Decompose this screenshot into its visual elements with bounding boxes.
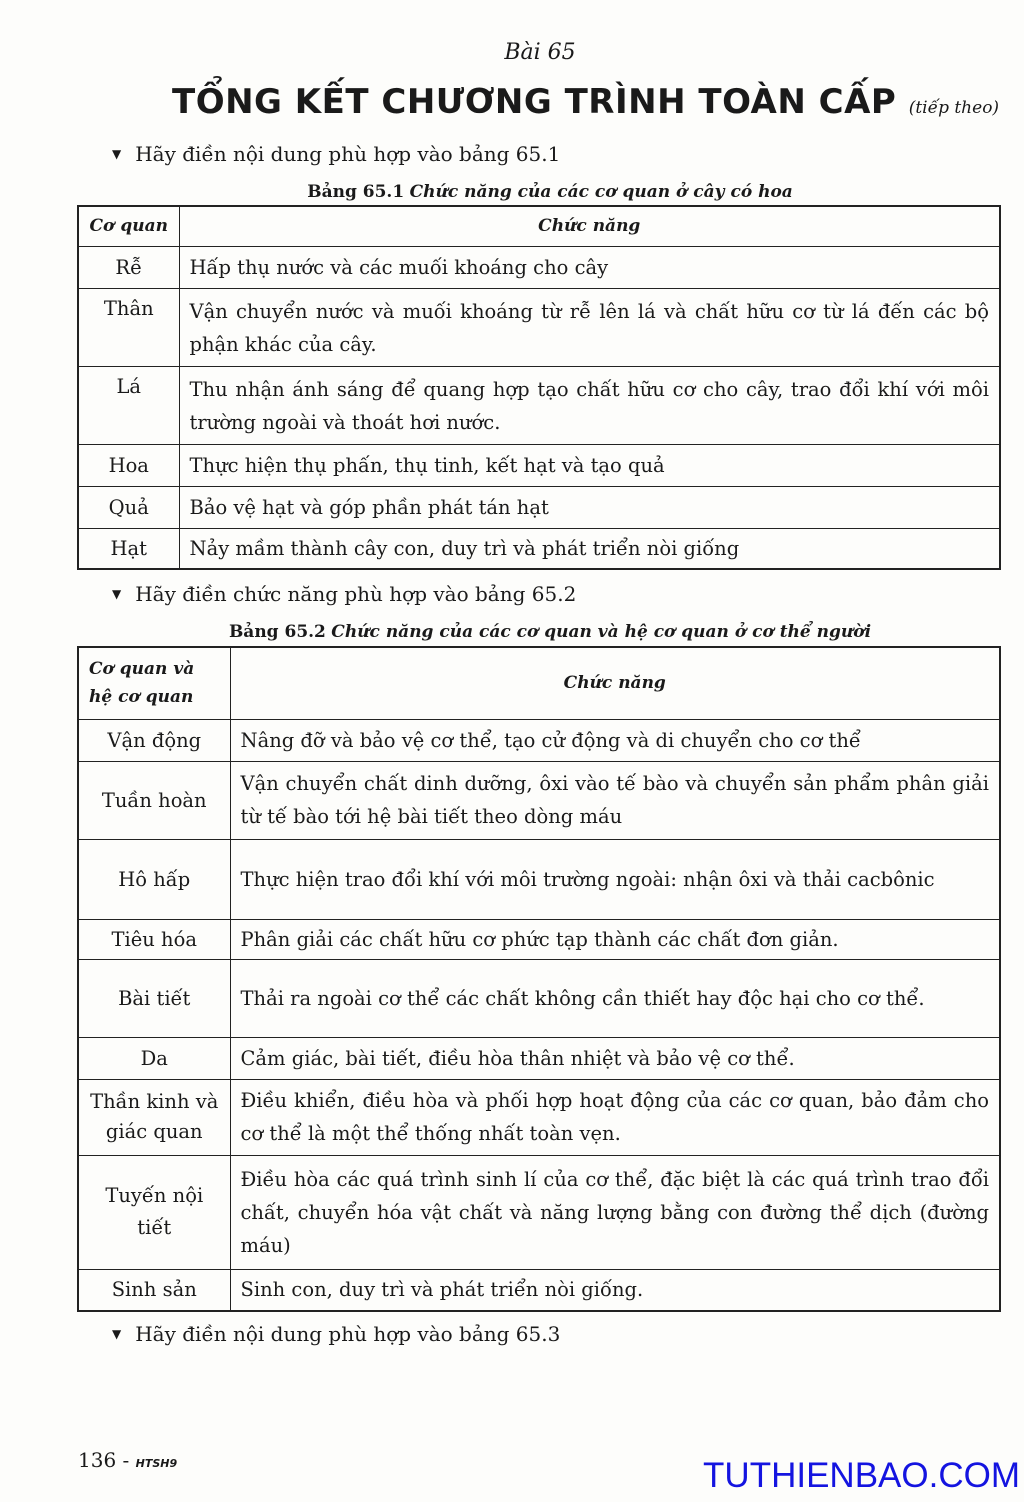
instruction-2 bbox=[112, 582, 576, 606]
instruction-3 bbox=[112, 1322, 560, 1346]
organ-cell: Hô hấp bbox=[78, 839, 230, 919]
instruction-1-text: Hãy điền nội dung phù hợp vào bảng 65.1 bbox=[135, 142, 561, 166]
table-row bbox=[78, 919, 1000, 959]
organ-cell: Hoa bbox=[78, 445, 179, 487]
column-header-organ: Cơ quan và hệ cơ quan bbox=[78, 647, 230, 719]
function-cell: Cảm giác, bài tiết, điều hòa thân nhiệt và bảo vệ cơ thể. bbox=[230, 1037, 1000, 1079]
watermark-link[interactable]: TUTHIENBAO.COM bbox=[703, 1456, 1020, 1495]
organ-cell: Quả bbox=[78, 487, 179, 529]
table-row bbox=[78, 1155, 1000, 1269]
table-row bbox=[78, 1269, 1000, 1311]
function-cell: Sinh con, duy trì và phát triển nòi giống. bbox=[230, 1269, 1000, 1311]
table2-caption-text: Chức năng của các cơ quan và hệ cơ quan ở cơ thể người bbox=[331, 622, 872, 642]
instruction-1 bbox=[112, 142, 560, 166]
table-row bbox=[78, 367, 1000, 445]
table-header-row bbox=[78, 206, 1000, 247]
page-number: 136 bbox=[78, 1448, 117, 1472]
column-header-organ: Cơ quan bbox=[78, 206, 179, 247]
organ-cell: Lá bbox=[78, 367, 179, 445]
triangle-down-icon: ▼ bbox=[112, 147, 122, 161]
organ-cell: Sinh sản bbox=[78, 1269, 230, 1311]
table-header-row bbox=[78, 647, 1000, 719]
table-row bbox=[78, 1037, 1000, 1079]
organ-cell: Tiêu hóa bbox=[78, 919, 230, 959]
table-row bbox=[78, 289, 1000, 367]
title-main: TỔNG KẾT CHƯƠNG TRÌNH TOÀN CẤP bbox=[172, 82, 897, 122]
table-65-2 bbox=[77, 646, 1001, 1312]
function-cell: Điều khiển, điều hòa và phối hợp hoạt động của các cơ quan, bảo đảm cho cơ thể là một thể thống nhất toàn vẹn. bbox=[230, 1079, 1000, 1155]
table-row bbox=[78, 247, 1000, 289]
function-cell: Vận chuyển nước và muối khoáng từ rễ lên lá và chất hữu cơ từ lá đến các bộ phận khác của cây. bbox=[179, 289, 1000, 367]
function-cell: Bảo vệ hạt và góp phần phát tán hạt bbox=[179, 487, 1000, 529]
function-cell: Điều hòa các quá trình sinh lí của cơ thể, đặc biệt là các quá trình trao đổi chất, chuyển hóa vật chất và năng lượng bằng con đường thể dịch (đường máu) bbox=[230, 1155, 1000, 1269]
lesson-label: Bài 65 bbox=[504, 40, 576, 65]
organ-cell: Thân bbox=[78, 289, 179, 367]
page-title bbox=[172, 82, 1000, 122]
table-row bbox=[78, 529, 1000, 570]
table-row bbox=[78, 1079, 1000, 1155]
table2-caption bbox=[0, 622, 1024, 642]
organ-cell: Tuần hoàn bbox=[78, 761, 230, 839]
column-header-function: Chức năng bbox=[179, 206, 1000, 247]
organ-cell: Thần kinh và giác quan bbox=[78, 1079, 230, 1155]
function-cell: Thu nhận ánh sáng để quang hợp tạo chất hữu cơ cho cây, trao đổi khí với môi trường ngoài và thoát hơi nước. bbox=[179, 367, 1000, 445]
page-footer bbox=[78, 1448, 177, 1472]
organ-cell: Vận động bbox=[78, 719, 230, 761]
table-row bbox=[78, 761, 1000, 839]
function-cell: Nảy mầm thành cây con, duy trì và phát triển nòi giống bbox=[179, 529, 1000, 570]
organ-cell: Da bbox=[78, 1037, 230, 1079]
table-65-1 bbox=[77, 205, 1001, 570]
instruction-3-text: Hãy điền nội dung phù hợp vào bảng 65.3 bbox=[135, 1322, 561, 1346]
triangle-down-icon: ▼ bbox=[112, 587, 122, 601]
instruction-2-text: Hãy điền chức năng phù hợp vào bảng 65.2 bbox=[135, 582, 577, 606]
table-row bbox=[78, 487, 1000, 529]
column-header-function: Chức năng bbox=[230, 647, 1000, 719]
table2-caption-label: Bảng 65.2 bbox=[228, 622, 326, 642]
title-subtitle: (tiếp theo) bbox=[908, 98, 1000, 118]
triangle-down-icon: ▼ bbox=[112, 1327, 122, 1341]
organ-cell: Rễ bbox=[78, 247, 179, 289]
function-cell: Hấp thụ nước và các muối khoáng cho cây bbox=[179, 247, 1000, 289]
organ-cell: Hạt bbox=[78, 529, 179, 570]
function-cell: Thực hiện trao đổi khí với môi trường ngoài: nhận ôxi và thải cacbônic bbox=[230, 839, 1000, 919]
table1-caption-text: Chức năng của các cơ quan ở cây có hoa bbox=[409, 182, 793, 202]
footer-separator: - bbox=[122, 1448, 130, 1472]
function-cell: Thải ra ngoài cơ thể các chất không cần thiết hay độc hại cho cơ thể. bbox=[230, 959, 1000, 1037]
function-cell: Nâng đỡ và bảo vệ cơ thể, tạo cử động và di chuyển cho cơ thể bbox=[230, 719, 1000, 761]
table-row bbox=[78, 445, 1000, 487]
table-row bbox=[78, 719, 1000, 761]
organ-cell: Bài tiết bbox=[78, 959, 230, 1037]
organ-cell: Tuyến nội tiết bbox=[78, 1155, 230, 1269]
function-cell: Thực hiện thụ phấn, thụ tinh, kết hạt và tạo quả bbox=[179, 445, 1000, 487]
table1-caption-label: Bảng 65.1 bbox=[307, 182, 405, 202]
function-cell: Phân giải các chất hữu cơ phức tạp thành các chất đơn giản. bbox=[230, 919, 1000, 959]
table-row bbox=[78, 959, 1000, 1037]
table-row bbox=[78, 839, 1000, 919]
series-code: HTSH9 bbox=[135, 1457, 178, 1470]
function-cell: Vận chuyển chất dinh dưỡng, ôxi vào tế bào và chuyển sản phẩm phân giải từ tế bào tới hệ bài tiết theo dòng máu bbox=[230, 761, 1000, 839]
table1-caption bbox=[0, 182, 1024, 202]
